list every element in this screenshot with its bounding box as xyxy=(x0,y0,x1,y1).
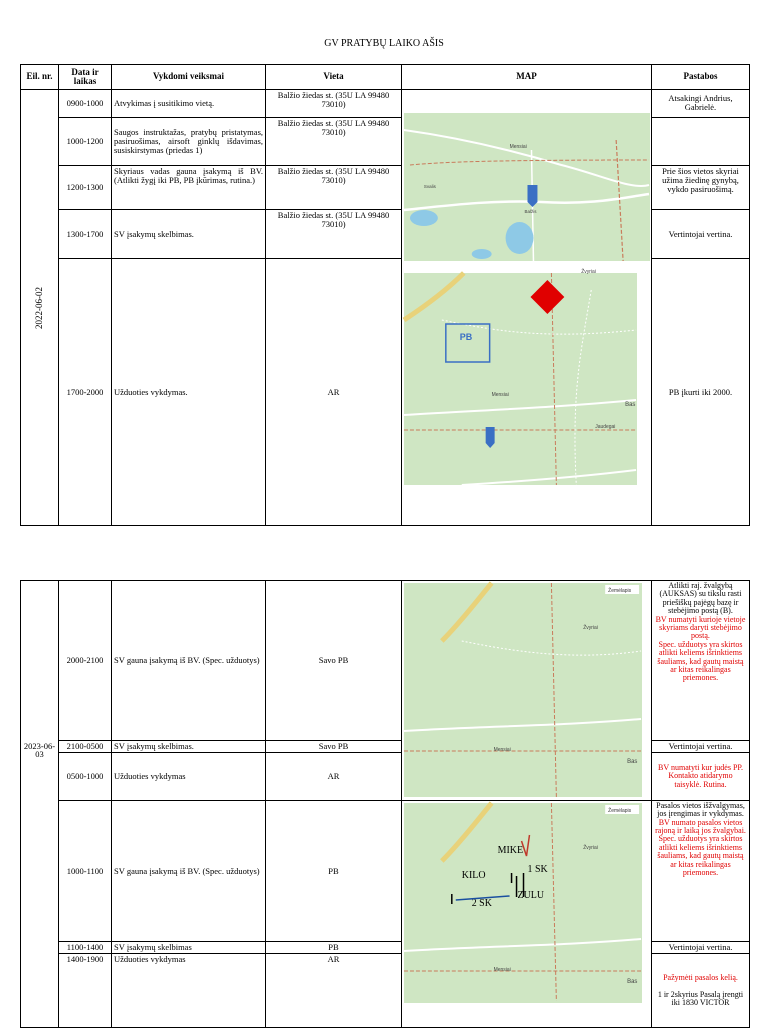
map-label-svalis: Svalis xyxy=(423,183,436,190)
timeline-table-day1 xyxy=(20,64,750,526)
date-cell xyxy=(21,741,59,1028)
header-place: Vieta xyxy=(266,65,402,90)
map-cell-day1 xyxy=(402,90,652,526)
map-label-jaudegai: Jaudegai xyxy=(595,423,616,431)
time-cell: 0900-1000 xyxy=(59,90,112,118)
action-cell: Skyriaus vadas gauna įsakymą iš BV. (Atlikti žygį iki PB, PB įkūrimas, rutina.) xyxy=(112,165,266,210)
map-label-bas-2: Bas xyxy=(627,978,638,985)
place-cell: Balžio žiedas st. (35U LA 99480 73010) xyxy=(266,117,402,165)
header-time: Data ir laikas xyxy=(59,65,112,90)
time-cell: 0500-1000 xyxy=(59,752,112,800)
map-label-mensiai: Mensiai xyxy=(493,746,511,754)
action-cell: Saugos instruktažas, pratybų pristatymas, pasiruošimas, airsoft ginklų išdavimas, susiskirstymas (priedas 1) xyxy=(112,117,266,165)
map-label-balzis: Balžis xyxy=(524,208,537,215)
place-cell: AR xyxy=(266,752,402,800)
place-cell: Balžio žiedas st. (35U LA 99480 73010) xyxy=(266,210,402,259)
place-cell: AR xyxy=(266,954,402,1028)
map-day2-top xyxy=(402,581,651,799)
note-cell: Vertintojai vertina. xyxy=(652,741,750,753)
note-cell: Atlikti raj. žvalgybą (AUKSAS) su tikslu rasti priešiškų pajėgų bazę ir stebėjimo postą (B). BV numatyti kurioje vietoje skyriams daryti stebėjimo postą. Spec. užduotys yra skirtos atlikti keliems išrinktiems šauliams, kad gautų maistą ar kitas reikalingas priemones. xyxy=(652,581,750,741)
action-cell: Atvykimas į susitikimo vietą. xyxy=(112,90,266,118)
note-cell: Vertintojai vertina. xyxy=(652,210,750,259)
map-cell-day2-top xyxy=(402,581,652,801)
header-map: MAP xyxy=(402,65,652,90)
time-cell: 1400-1900 xyxy=(59,954,112,1028)
time-cell: 2000-2100 xyxy=(59,581,112,741)
table-row xyxy=(21,90,750,118)
time-cell: 1000-1100 xyxy=(59,800,112,941)
time-cell: 1700-2000 xyxy=(59,259,112,526)
date-day2: 2023-06-03 xyxy=(23,740,56,760)
sk2-label: 2 SK xyxy=(471,897,492,909)
note-cell: BV numatyti kur judės PP. Kontakto atidarymo taisyklė. Rutina. xyxy=(652,752,750,800)
time-cell: 1100-1400 xyxy=(59,942,112,954)
map-label-zemelapis: Žemėlapis xyxy=(608,587,632,595)
action-cell: Užduoties vykdymas xyxy=(112,954,266,1028)
table-row xyxy=(21,581,750,741)
map-label-zvyriai: Žvyriai xyxy=(583,624,598,632)
zulu-label: ZULU xyxy=(517,889,545,901)
note-cell: Pasalos vietos išžvalgymas, jos įrengimas ir vykdymas. BV numato pasalos vietos rajoną ir laiką jos žvalgybai. Spec. užduotys yra skirtos atlikti keliems išrinktiems šauliams, kad gautų maistą ar kitas reikalingas priemones. xyxy=(652,800,750,941)
map-label-mensiai-2: Mensiai xyxy=(493,966,511,973)
time-cell: 2100-0500 xyxy=(59,741,112,753)
document-title: GV PRATYBŲ LAIKO AŠIS xyxy=(324,38,444,49)
sk1-label: 1 SK xyxy=(527,863,548,875)
time-cell: 1000-1200 xyxy=(59,117,112,165)
map-day2-bottom xyxy=(402,801,651,1027)
map-graphics xyxy=(402,90,651,525)
map-graphics xyxy=(402,801,651,1027)
mike-label: MIKE xyxy=(497,844,524,856)
map-label-zvyriai: Žvyriai xyxy=(581,268,596,276)
date-day1: 2022-06-02 xyxy=(33,286,44,329)
action-cell: SV gauna įsakymą iš BV. (Spec. užduotys) xyxy=(112,800,266,941)
place-cell: Balžio žiedas st. (35U LA 99480 73010) xyxy=(266,90,402,118)
note-cell xyxy=(652,117,750,165)
action-cell: SV įsakymų skelbimas. xyxy=(112,741,266,753)
action-cell: Užduoties vykdymas xyxy=(112,752,266,800)
note-cell: Vertintojai vertina. xyxy=(652,942,750,954)
map-label-bas: Bas xyxy=(627,758,638,766)
time-cell: 1200-1300 xyxy=(59,165,112,210)
marker-icon xyxy=(527,185,537,207)
note-cell: Pažymėti pasalos kelią. 1 ir 2skyrius Pasalą įrengti iki 1830 VICTOR xyxy=(652,954,750,1028)
map-label-zemelapis-2: Žemėlapis xyxy=(608,807,632,814)
map-label-zvyriai-2: Žvyriai xyxy=(583,844,598,851)
header-nr: Eil. nr. xyxy=(21,65,59,90)
timeline-table-day2 xyxy=(20,580,750,1028)
place-cell: Balžio žiedas st. (35U LA 99480 73010) xyxy=(266,165,402,210)
note-cell: Prie šios vietos skyriai užima žiedinę gynybą, vykdo pasiruošimą. xyxy=(652,165,750,210)
map-graphics xyxy=(402,581,651,799)
note-cell: Atsakingi Andrius, Gabrielė. xyxy=(652,90,750,118)
time-cell: 1300-1700 xyxy=(59,210,112,259)
place-cell: Savo PB xyxy=(266,581,402,741)
map-cell-day2-bottom xyxy=(402,800,652,1027)
map-label-mensiai: Mensiai xyxy=(509,143,527,151)
diamond-marker xyxy=(530,280,564,314)
note-cell: PB įkurti iki 2000. xyxy=(652,259,750,526)
place-cell: AR xyxy=(266,259,402,526)
place-cell: Savo PB xyxy=(266,741,402,753)
action-cell: SV įsakymų skelbimas xyxy=(112,942,266,954)
kilo-label: KILO xyxy=(461,869,486,881)
action-cell: Užduoties vykdymas. xyxy=(112,259,266,526)
place-cell: PB xyxy=(266,800,402,941)
header-notes: Pastabos xyxy=(652,65,750,90)
pb-label: PB xyxy=(459,331,473,343)
table-row xyxy=(21,800,750,941)
header-action: Vykdomi veiksmai xyxy=(112,65,266,90)
map-day1 xyxy=(402,90,651,525)
place-cell: PB xyxy=(266,942,402,954)
map-label-mensiai-2: Mensiai xyxy=(491,391,509,399)
map-label-bas: Bas xyxy=(625,401,636,409)
empty-nr-cell xyxy=(21,581,59,741)
date-cell xyxy=(21,90,59,526)
action-cell: SV įsakymų skelbimas. xyxy=(112,210,266,259)
action-cell: SV gauna įsakymą iš BV. (Spec. užduotys) xyxy=(112,581,266,741)
